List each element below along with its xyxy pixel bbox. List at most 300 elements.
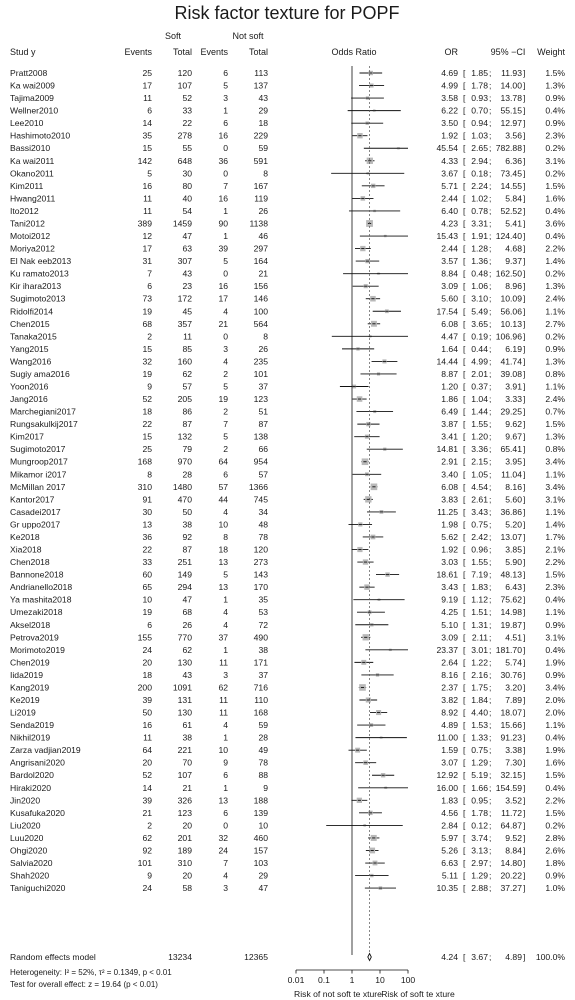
odds-ratio: 14.81 <box>436 444 458 455</box>
ci-close: ] <box>523 381 526 392</box>
column-header: Events <box>124 47 152 57</box>
study-weight: 3.4% <box>545 456 565 467</box>
ci-sep: ; <box>489 80 492 91</box>
not-soft-total: 78 <box>258 757 268 768</box>
ci-lower: 0.18 <box>471 168 488 179</box>
not-soft-events: 37 <box>218 632 228 643</box>
study-name: Andrianello2018 <box>10 582 73 593</box>
soft-events: 15 <box>142 343 152 354</box>
ci-lower: 3.65 <box>471 318 488 329</box>
ci-sep: ; <box>489 419 492 430</box>
soft-events: 64 <box>142 745 152 756</box>
ci-lower: 0.93 <box>471 93 488 104</box>
soft-total: 70 <box>182 757 192 768</box>
ci-sep: ; <box>489 205 492 216</box>
ci-upper: 56.06 <box>500 306 522 317</box>
ci-sep: ; <box>489 582 492 593</box>
not-soft-events: 5 <box>223 256 228 267</box>
ci-lower: 1.31 <box>471 619 488 630</box>
not-soft-group-label: Not soft <box>232 31 264 41</box>
ci-open: [ <box>463 205 466 216</box>
table-row <box>10 81 565 91</box>
ci-upper: 154.59 <box>495 782 522 793</box>
not-soft-events: 3 <box>223 93 228 104</box>
ci-sep: ; <box>489 845 492 856</box>
ci-close: ] <box>523 130 526 141</box>
ci-open: [ <box>463 682 466 693</box>
soft-events: 32 <box>142 356 152 367</box>
soft-events: 310 <box>137 481 152 492</box>
odds-ratio: 4.69 <box>441 68 458 78</box>
odds-ratio: 45.54 <box>436 143 458 154</box>
study-weight: 1.1% <box>545 720 565 731</box>
soft-total: 120 <box>177 68 192 78</box>
table-row <box>10 783 565 793</box>
table-row <box>10 118 565 128</box>
study-name: Rungsakulkij2017 <box>10 419 78 430</box>
ci-upper: 48.13 <box>500 569 522 580</box>
ci-sep: ; <box>489 519 492 530</box>
not-soft-events: 11 <box>219 657 228 668</box>
study-name: Sugiy ama2016 <box>10 368 70 379</box>
study-weight: 1.1% <box>545 381 565 392</box>
ci-sep: ; <box>489 883 492 894</box>
soft-total: 1091 <box>172 682 192 693</box>
ci-open: [ <box>463 720 466 731</box>
odds-ratio: 6.08 <box>441 318 458 329</box>
table-row <box>10 444 565 454</box>
odds-ratio: 1.20 <box>441 381 458 392</box>
study-weight: 0.2% <box>545 268 565 279</box>
table-row <box>10 482 565 492</box>
ci-sep: ; <box>489 155 492 166</box>
soft-total: 205 <box>177 394 192 405</box>
not-soft-total: 146 <box>253 293 268 304</box>
odds-ratio: 6.40 <box>441 205 458 216</box>
odds-ratio: 1.86 <box>441 394 458 405</box>
study-name: Ohgi2020 <box>10 845 48 856</box>
odds-ratio: 3.40 <box>441 469 458 480</box>
ci-close: ] <box>523 68 526 78</box>
ci-open: [ <box>463 870 466 881</box>
odds-ratio: 3.67 <box>441 168 458 179</box>
ci-upper: 3.33 <box>505 394 522 405</box>
ci-lower: 2.42 <box>471 531 488 542</box>
not-soft-total: 954 <box>253 456 268 467</box>
ci-close: ] <box>523 506 526 517</box>
not-soft-total: 297 <box>253 243 268 254</box>
ci-upper: 36.86 <box>500 506 522 517</box>
not-soft-total: 38 <box>258 644 268 655</box>
ci-lower: 2.61 <box>471 494 488 505</box>
study-name: Casadei2017 <box>10 506 61 517</box>
ci-open: [ <box>463 557 466 568</box>
soft-events: 65 <box>142 582 152 593</box>
soft-total: 87 <box>182 544 192 555</box>
ci-lower: 3.13 <box>471 845 488 856</box>
not-soft-total: 167 <box>253 180 268 191</box>
ci-sep: ; <box>489 619 492 630</box>
soft-events: 17 <box>142 80 152 91</box>
ci-close: ] <box>523 231 526 242</box>
ci-sep: ; <box>489 368 492 379</box>
table-row <box>10 156 565 166</box>
x-tick-label: 1 <box>349 975 355 985</box>
not-soft-total: 35 <box>258 594 268 605</box>
ci-close: ] <box>523 745 526 756</box>
ci-lower: 1.75 <box>471 682 488 693</box>
ci-open: [ <box>463 569 466 580</box>
not-soft-events: 1 <box>223 782 228 793</box>
not-soft-total: 57 <box>258 469 268 480</box>
ci-open: [ <box>463 431 466 442</box>
soft-total: 68 <box>182 607 192 618</box>
study-name: Ka wai2009 <box>10 80 55 91</box>
ci-open: [ <box>463 381 466 392</box>
study-weight: 3.1% <box>545 494 565 505</box>
study-name: McMillan 2017 <box>10 481 66 492</box>
odds-ratio: 6.08 <box>441 481 458 492</box>
ci-upper: 20.22 <box>500 870 522 881</box>
table-row <box>10 319 565 329</box>
ci-lower: 3.43 <box>471 506 488 517</box>
pooled-weight: 100.0% <box>535 952 565 962</box>
not-soft-events: 11 <box>219 707 228 718</box>
study-name: Moriya2012 <box>10 243 55 254</box>
ci-lower: 0.44 <box>471 343 488 354</box>
soft-total: 55 <box>182 143 192 154</box>
not-soft-total: 72 <box>258 619 268 630</box>
not-soft-total: 143 <box>253 569 268 580</box>
ci-open: [ <box>463 256 466 267</box>
soft-total: 648 <box>177 155 192 166</box>
table-row <box>10 582 565 592</box>
column-header: Events <box>200 47 228 57</box>
ci-sep: ; <box>489 531 492 542</box>
ci-sep: ; <box>489 795 492 806</box>
odds-ratio: 5.11 <box>441 870 458 881</box>
ci-lower: 3.10 <box>471 293 488 304</box>
ci-upper: 3.20 <box>505 682 522 693</box>
study-weight: 0.8% <box>545 368 565 379</box>
study-name: Bassi2010 <box>10 143 51 154</box>
table-row <box>10 745 565 755</box>
soft-total: 43 <box>182 669 192 680</box>
ci-lower: 1.51 <box>471 607 488 618</box>
odds-ratio: 10.35 <box>436 883 458 894</box>
table-row <box>10 256 565 266</box>
odds-ratio: 8.84 <box>441 268 458 279</box>
ci-upper: 4.68 <box>505 243 522 254</box>
ci-upper: 3.38 <box>505 745 522 756</box>
study-weight: 2.3% <box>545 130 565 141</box>
ci-open: [ <box>463 858 466 869</box>
not-soft-events: 13 <box>218 557 228 568</box>
soft-total: 92 <box>182 531 192 542</box>
table-row <box>10 657 565 667</box>
soft-events: 92 <box>142 845 152 856</box>
table-row <box>10 68 565 78</box>
not-soft-total: 53 <box>258 607 268 618</box>
soft-events: 14 <box>142 782 152 793</box>
table-row <box>10 858 565 868</box>
study-name: Ka wai2011 <box>10 155 55 166</box>
soft-total: 130 <box>177 657 192 668</box>
table-row <box>10 758 565 768</box>
ci-upper: 13.78 <box>500 93 522 104</box>
ci-lower: 0.75 <box>471 745 488 756</box>
ci-sep: ; <box>489 318 492 329</box>
soft-total: 80 <box>182 180 192 191</box>
ci-upper: 5.90 <box>505 557 522 568</box>
not-soft-events: 39 <box>218 243 228 254</box>
not-soft-events: 4 <box>223 720 228 731</box>
soft-total: 47 <box>182 231 192 242</box>
not-soft-total: 157 <box>253 845 268 856</box>
study-name: Yoon2016 <box>10 381 49 392</box>
not-soft-total: 66 <box>258 444 268 455</box>
soft-events: 13 <box>142 519 152 530</box>
ci-lower: 1.02 <box>471 193 488 204</box>
study-name: Kim2017 <box>10 431 44 442</box>
ci-close: ] <box>523 757 526 768</box>
study-name: Tanaka2015 <box>10 331 57 342</box>
ci-open: [ <box>463 306 466 317</box>
study-weight: 2.4% <box>545 293 565 304</box>
soft-total: 85 <box>182 343 192 354</box>
ci-upper: 13.07 <box>500 531 522 542</box>
table-row <box>10 519 565 529</box>
study-weight: 1.4% <box>545 519 565 530</box>
soft-total: 20 <box>182 820 192 831</box>
ci-sep: ; <box>489 557 492 568</box>
odds-ratio: 3.87 <box>441 419 458 430</box>
ci-upper: 3.85 <box>505 544 522 555</box>
not-soft-events: 2 <box>223 444 228 455</box>
soft-total: 326 <box>177 795 192 806</box>
ci-close: ] <box>523 557 526 568</box>
ci-close: ] <box>523 306 526 317</box>
soft-events: 33 <box>142 557 152 568</box>
ci-lower: 1.04 <box>471 394 488 405</box>
table-row <box>10 820 565 830</box>
study-weight: 2.4% <box>545 394 565 405</box>
odds-ratio: 5.60 <box>441 293 458 304</box>
ci-close: ] <box>523 394 526 405</box>
table-row <box>10 331 565 341</box>
ci-close: ] <box>523 118 526 129</box>
ci-sep: ; <box>489 68 492 78</box>
study-name: Kantor2017 <box>10 494 55 505</box>
soft-events: 16 <box>142 180 152 191</box>
soft-total: 57 <box>182 381 192 392</box>
not-soft-events: 16 <box>218 193 228 204</box>
soft-events: 11 <box>143 732 152 743</box>
not-soft-total: 101 <box>253 368 268 379</box>
soft-total: 26 <box>182 619 192 630</box>
not-soft-total: 8 <box>263 168 268 179</box>
ci-lower: 1.66 <box>471 782 488 793</box>
study-name: Hwang2011 <box>10 193 56 204</box>
not-soft-events: 4 <box>223 506 228 517</box>
not-soft-events: 1 <box>223 205 228 216</box>
study-weight: 1.7% <box>545 531 565 542</box>
soft-events: 39 <box>142 795 152 806</box>
ci-close: ] <box>523 343 526 354</box>
ci-upper: 5.74 <box>505 657 522 668</box>
table-row <box>10 570 565 580</box>
pooled-row <box>10 952 565 962</box>
ci-close: ] <box>523 695 526 705</box>
study-name: Angrisani2020 <box>10 757 65 768</box>
study-name: Morimoto2019 <box>10 644 65 655</box>
ci-open: [ <box>463 782 466 793</box>
ci-close: ] <box>523 93 526 104</box>
ci-sep: ; <box>489 456 492 467</box>
study-weight: 0.4% <box>545 594 565 605</box>
ci-open: [ <box>463 644 466 655</box>
study-weight: 1.5% <box>545 569 565 580</box>
column-header: 95% −CI <box>490 47 526 57</box>
study-weight: 0.9% <box>545 619 565 630</box>
ci-close: ] <box>523 331 526 342</box>
not-soft-total: 119 <box>254 193 268 204</box>
table-row <box>10 620 565 630</box>
table-row <box>10 871 565 881</box>
ci-close: ] <box>523 952 526 962</box>
study-name: Kim2011 <box>10 180 44 191</box>
soft-total: 357 <box>177 318 192 329</box>
ci-sep: ; <box>489 544 492 555</box>
ci-open: [ <box>463 745 466 756</box>
not-soft-events: 9 <box>223 757 228 768</box>
ci-upper: 782.88 <box>495 143 522 154</box>
odds-ratio: 2.64 <box>441 657 458 668</box>
study-name: Lee2010 <box>10 118 44 129</box>
study-name: Shah2020 <box>10 870 50 881</box>
study-weight: 2.2% <box>545 557 565 568</box>
not-soft-total: 235 <box>253 356 268 367</box>
study-weight: 1.0% <box>545 883 565 894</box>
ci-lower: 0.70 <box>471 105 488 116</box>
not-soft-total: 168 <box>253 707 268 718</box>
soft-events: 7 <box>147 268 152 279</box>
study-name: Nikhil2019 <box>10 732 51 743</box>
odds-ratio: 9.19 <box>441 594 458 605</box>
ci-open: [ <box>463 519 466 530</box>
study-weight: 1.6% <box>545 757 565 768</box>
soft-total: 20 <box>182 870 192 881</box>
not-soft-events: 6 <box>223 118 228 129</box>
study-name: Xia2018 <box>10 544 42 555</box>
not-soft-events: 13 <box>218 582 228 593</box>
study-weight: 1.6% <box>545 193 565 204</box>
odds-ratio: 5.10 <box>441 619 458 630</box>
ci-open: [ <box>463 732 466 743</box>
soft-events: 142 <box>137 155 152 166</box>
ci-close: ] <box>523 858 526 869</box>
odds-ratio: 4.33 <box>441 155 458 166</box>
not-soft-events: 7 <box>223 419 228 430</box>
not-soft-total: 137 <box>253 80 268 91</box>
ci-upper: 65.41 <box>500 444 522 455</box>
ci-sep: ; <box>489 745 492 756</box>
not-soft-events: 6 <box>223 469 228 480</box>
soft-events: 6 <box>147 281 152 292</box>
soft-total: 50 <box>182 506 192 517</box>
ci-close: ] <box>523 531 526 542</box>
not-soft-events: 1 <box>223 594 228 605</box>
ci-lower: 1.55 <box>471 419 488 430</box>
ci-open: [ <box>463 368 466 379</box>
study-weight: 0.8% <box>545 444 565 455</box>
ci-upper: 12.97 <box>500 118 522 129</box>
soft-total: 251 <box>177 557 192 568</box>
not-soft-events: 17 <box>218 293 228 304</box>
study-weight: 1.3% <box>545 431 565 442</box>
not-soft-events: 6 <box>223 807 228 818</box>
ci-lower: 2.65 <box>471 143 488 154</box>
study-name: Iida2019 <box>10 669 43 680</box>
ci-lower: 4.99 <box>471 356 488 367</box>
study-rows <box>10 68 565 893</box>
soft-total: 61 <box>182 720 192 731</box>
soft-total: 1459 <box>172 218 192 229</box>
ci-open: [ <box>463 394 466 405</box>
not-soft-total: 37 <box>258 669 268 680</box>
soft-events: 19 <box>142 607 152 618</box>
ci-open: [ <box>463 832 466 843</box>
not-soft-total: 78 <box>258 531 268 542</box>
ci-lower: 1.84 <box>471 695 488 705</box>
ci-upper: 3.52 <box>505 795 522 806</box>
ci-close: ] <box>523 218 526 229</box>
ci-open: [ <box>463 68 466 78</box>
not-soft-events: 3 <box>223 343 228 354</box>
ci-upper: 9.62 <box>505 419 522 430</box>
table-row <box>10 294 565 304</box>
not-soft-events: 4 <box>223 607 228 618</box>
plot-marks <box>326 66 408 955</box>
odds-ratio: 4.47 <box>441 331 458 342</box>
not-soft-total: 110 <box>254 695 268 705</box>
ci-lower: 3.31 <box>471 218 488 229</box>
ci-sep: ; <box>489 644 492 655</box>
x-tick-label: 100 <box>400 975 416 985</box>
study-name: Zarza vadjian2019 <box>10 745 81 756</box>
ci-close: ] <box>523 619 526 630</box>
ci-lower: 1.06 <box>471 281 488 292</box>
ci-close: ] <box>523 594 526 605</box>
table-row <box>10 143 565 153</box>
ci-sep: ; <box>489 143 492 154</box>
ci-lower: 0.94 <box>471 118 488 129</box>
ci-lower: 1.55 <box>471 557 488 568</box>
ci-open: [ <box>463 632 466 643</box>
ci-upper: 8.84 <box>505 845 522 856</box>
odds-ratio: 1.64 <box>441 343 458 354</box>
study-weight: 3.4% <box>545 682 565 693</box>
odds-ratio: 3.07 <box>441 757 458 768</box>
ci-sep: ; <box>489 682 492 693</box>
table-row <box>10 231 565 241</box>
not-soft-total: 170 <box>253 582 268 593</box>
odds-ratio: 3.58 <box>441 93 458 104</box>
soft-total: 79 <box>182 444 192 455</box>
table-row <box>10 532 565 542</box>
study-weight: 0.9% <box>545 870 565 881</box>
table-row <box>10 770 565 780</box>
